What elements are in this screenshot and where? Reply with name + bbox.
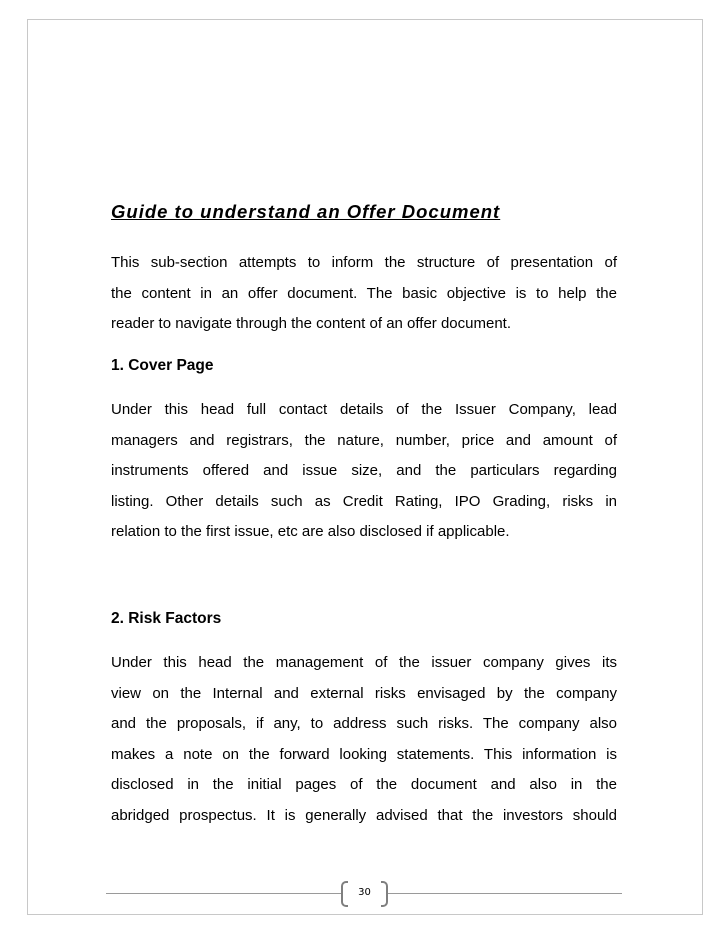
risk-factors-line: disclosed in the initial pages of the document and also in the (111, 776, 617, 793)
document-title: Guide to understand an Offer Document (111, 201, 501, 222)
cover-page-paragraph (111, 395, 617, 548)
section-heading-risk-factors: 2. Risk Factors (111, 610, 222, 627)
section-heading-cover-page: 1. Cover Page (111, 357, 214, 374)
intro-paragraph (111, 248, 617, 340)
footer-bracket-right (381, 881, 388, 907)
risk-factors-line: and the proposals, if any, to address such risks. The company also (111, 715, 617, 732)
cover-page-line: managers and registrars, the nature, number, price and amount of (111, 431, 617, 449)
risk-factors-line: makes a note on the forward looking statements. This information is (111, 745, 617, 763)
cover-page-line: instruments offered and issue size, and the particulars regarding (111, 462, 617, 479)
risk-factors-line: view on the Internal and external risks envisaged by the company (111, 684, 617, 702)
intro-line: the content in an offer document. The basic objective is to help the (111, 284, 617, 302)
intro-line: reader to navigate through the content of an offer document. (111, 315, 511, 332)
cover-page-line: relation to the first issue, etc are also disclosed if applicable. (111, 523, 510, 540)
page-number: 30 (358, 887, 371, 898)
cover-page-line: Under this head full contact details of the Issuer Company, lead (111, 401, 617, 418)
risk-factors-line: abridged prospectus. It is generally advised that the investors should (111, 806, 617, 824)
cover-page-line: listing. Other details such as Credit Rating, IPO Grading, risks in (111, 492, 617, 510)
footer-bracket-left (341, 881, 348, 907)
risk-factors-paragraph (111, 648, 617, 831)
risk-factors-line: Under this head the management of the issuer company gives its (111, 654, 617, 671)
footer-rule-left (106, 893, 342, 894)
intro-line: This sub-section attempts to inform the structure of presentation of (111, 254, 617, 271)
footer-rule-right (388, 893, 622, 894)
